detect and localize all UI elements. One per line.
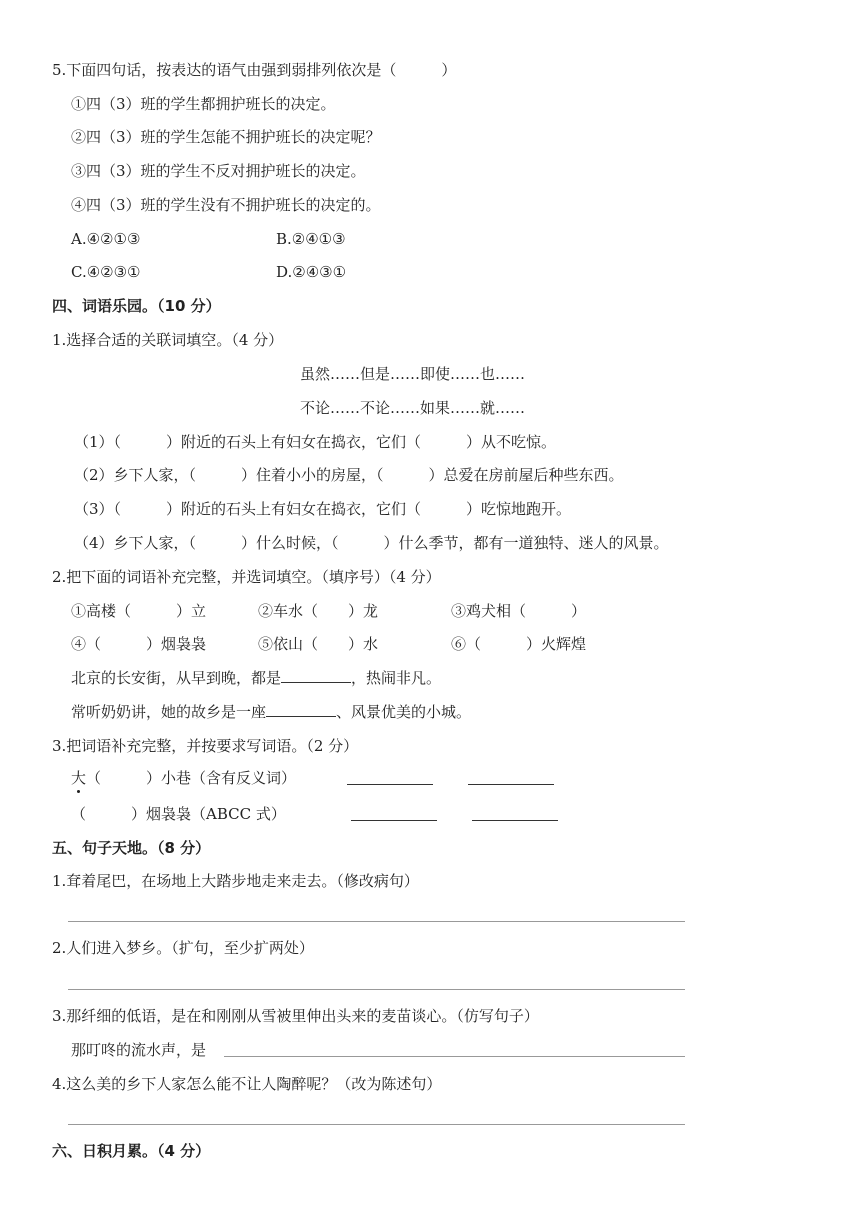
answer-line-1[interactable] — [68, 921, 685, 922]
sec4-q2-fill-2: 常听奶奶讲，她的故乡是一座 、风景优美的小城。 — [71, 703, 472, 721]
answer-line-4[interactable] — [68, 1124, 685, 1125]
q5-stem: 5.下面四句话，按表达的语气由强到弱排列依次是（ ） — [52, 61, 457, 79]
sec5-q4: 4.这么美的乡下人家怎么能不让人陶醉呢？（改为陈述句） — [52, 1075, 442, 1093]
answer-line-3[interactable] — [224, 1056, 685, 1057]
q5-item-1: ①四（3）班的学生都拥护班长的决定。 — [71, 95, 336, 113]
q5-option-b: B.②④①③ — [276, 230, 346, 248]
sec5-q3: 3.那纤细的低语，是在和刚刚从雪被里伸出头来的麦苗谈心。（仿写句子） — [52, 1007, 539, 1025]
sec4-q2-word-1: ①高楼（ ）立 — [71, 602, 207, 620]
sec4-q3-row-2: （ ）烟袅袅（ABCC 式） — [71, 805, 286, 823]
sec4-q1-item-2: （2）乡下人家，（ ）住着小小的房屋，（ ）总爱在房前屋后种些东西。 — [74, 466, 624, 484]
sec4-q3-stem: 3.把词语补充完整，并按要求写词语。（2 分） — [52, 737, 359, 755]
sec4-q2-word-6: ⑥（ ）火辉煌 — [451, 635, 587, 653]
section-5-title: 五、句子天地。（8 分） — [52, 839, 211, 857]
section-4-title: 四、词语乐园。（10 分） — [52, 297, 221, 315]
sec5-q2: 2.人们进入梦乡。（扩句，至少扩两处） — [52, 939, 314, 957]
q5-option-d: D.②④③① — [276, 263, 347, 281]
q5-item-4: ④四（3）班的学生没有不拥护班长的决定的。 — [71, 196, 381, 214]
q5-option-c: C.④②③① — [71, 263, 141, 281]
sec5-q1: 1.耷着尾巴，在场地上大踏步地走来走去。（修改病句） — [52, 872, 419, 890]
sec4-q1-item-3: （3）（ ）附近的石头上有妇女在捣衣，它们（ ）吃惊地跑开。 — [74, 500, 572, 518]
sec4-q1-item-1: （1）（ ）附近的石头上有妇女在捣衣，它们（ ）从不吃惊。 — [74, 433, 557, 451]
sec4-q2-word-5: ⑤依山（ ）水 — [258, 635, 379, 653]
sec4-q2-word-4: ④（ ）烟袅袅 — [71, 635, 207, 653]
fill-blank[interactable] — [281, 668, 351, 683]
fill-blank[interactable] — [266, 702, 336, 717]
emphasis-dot-char: 大 — [71, 769, 87, 787]
sec4-q1-words-2: 不论……不论……如果……就…… — [300, 399, 526, 417]
sec4-q2-word-2: ②车水（ ）龙 — [258, 602, 379, 620]
sec4-q1-item-4: （4）乡下人家，（ ）什么时候，（ ）什么季节，都有一道独特、迷人的风景。 — [74, 534, 669, 552]
answer-line-2[interactable] — [68, 989, 685, 990]
sec4-q2-fill-1: 北京的长安街，从早到晚，都是 ，热闹非凡。 — [71, 669, 442, 687]
section-6-title: 六、日积月累。（4 分） — [52, 1142, 211, 1160]
answer-blank-1b[interactable] — [468, 770, 554, 785]
q5-item-3: ③四（3）班的学生不反对拥护班长的决定。 — [71, 162, 366, 180]
sec4-q1-words-1: 虽然……但是……即使……也…… — [300, 365, 526, 383]
sec4-q2-stem: 2.把下面的词语补充完整，并选词填空。（填序号）（4 分） — [52, 568, 441, 586]
sec4-q2-word-3: ③鸡犬相（ ） — [451, 602, 587, 620]
q5-option-a: A.④②①③ — [71, 230, 141, 248]
q5-item-2: ②四（3）班的学生怎能不拥护班长的决定呢？ — [71, 128, 381, 146]
sec4-q3-row-1: 大（ ）小巷（含有反义词） — [71, 769, 297, 787]
sec5-q3-prefix: 那叮咚的流水声，是 — [71, 1041, 207, 1059]
answer-blank-2a[interactable] — [351, 806, 437, 821]
answer-blank-1a[interactable] — [347, 770, 433, 785]
sec4-q1-stem: 1.选择合适的关联词填空。（4 分） — [52, 331, 284, 349]
answer-blank-2b[interactable] — [472, 806, 558, 821]
